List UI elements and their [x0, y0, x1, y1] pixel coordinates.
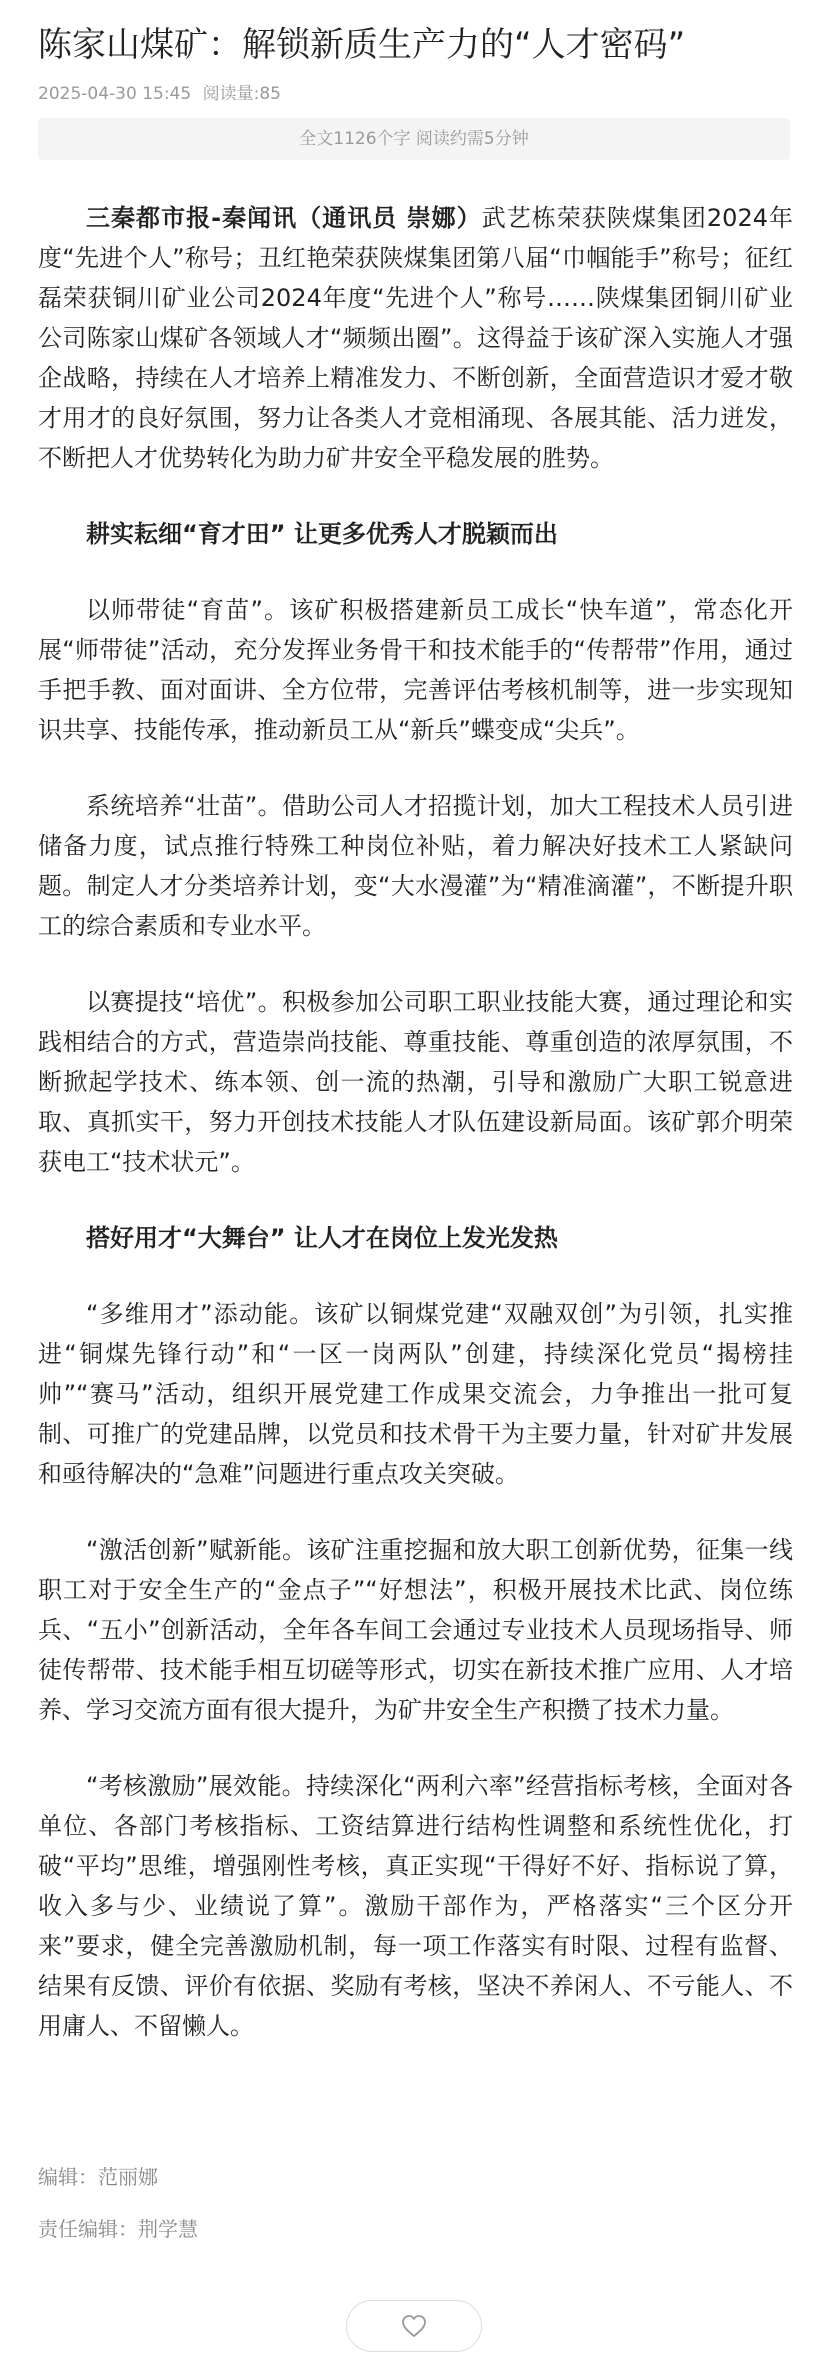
lead-paragraph	[38, 198, 793, 478]
lead-text: 武艺栋荣获陕煤集团2024年度“先进个人”称号；丑红艳荣获陕煤集团第八届“巾帼能手”称号；征红磊荣获铜川矿业公司2024年度“先进个人”称号……陕煤集团铜川矿业公司陈家山煤矿各领域人才“频频出圈”。这得益于该矿深入实施人才强企战略，持续在人才培养上精准发力、不断创新，全面营造识才爱才敬才用才的良好氛围，努力让各类人才竞相涌现、各展其能、活力迸发，不断把人才优势转化为助力矿井安全平稳发展的胜势。	[38, 204, 794, 472]
read-count: 阅读量:85	[202, 84, 281, 104]
paragraph: “多维用才”添动能。该矿以铜煤党建“双融双创”为引领，扎实推进“铜煤先锋行动”和“一区一岗两队”创建，持续深化党员“揭榜挂帅”“赛马”活动，组织开展党建工作成果交流会，力争推出一批可复制、可推广的党建品牌，以党员和技术骨干为主要力量，针对矿井发展和亟待解决的“急难”问题进行重点攻关突破。	[38, 1300, 793, 1488]
paragraph: 以赛提技“培优”。积极参加公司职工职业技能大赛，通过理论和实践相结合的方式，营造崇尚技能、尊重技能、尊重创造的浓厚氛围，不断掀起学技术、练本领、创一流的热潮，引导和激励广大职工锐意进取、真抓实干，努力开创技术技能人才队伍建设新局面。该矿郭介明荣获电工“技术状元”。	[38, 988, 793, 1176]
paragraph: 以师带徒“育苗”。该矿积极搭建新员工成长“快车道”，常态化开展“师带徒”活动，充分发挥业务骨干和技术能手的“传帮带”作用，通过手把手教、面对面讲、全方位带，完善评估考核机制等，进一步实现知识共享、技能传承，推动新员工从“新兵”蝶变成“尖兵”。	[38, 596, 793, 744]
paragraph: “考核激励”展效能。持续深化“两利六率”经营指标考核，全面对各单位、各部门考核指标、工资结算进行结构性调整和系统性优化，打破“平均”思维，增强刚性考核，真正实现“干得好不好、指标说了算，收入多与少、业绩说了算”。激励干部作为，严格落实“三个区分开来”要求，健全完善激励机制，每一项工作落实有时限、过程有监督、结果有反馈、评价有依据、奖励有考核，坚决不养闲人、不亏能人、不用庸人、不留懒人。	[38, 1772, 793, 2040]
editor: 编辑：范丽娜	[38, 2165, 158, 2189]
section-heading: 耕实耘细“育才田” 让更多优秀人才脱颖而出	[86, 520, 558, 548]
reading-info-bar: 全文1126个字 阅读约需5分钟	[38, 118, 790, 160]
section-heading: 搭好用才“大舞台” 让人才在岗位上发光发热	[86, 1224, 558, 1252]
chief-editor: 责任编辑：荆学慧	[38, 2217, 198, 2241]
article-body	[38, 198, 793, 2082]
paragraph: “激活创新”赋新能。该矿注重挖掘和放大职工创新优势，征集一线职工对于安全生产的“金点子”“好想法”，积极开展技术比武、岗位练兵、“五小”创新活动，全年各车间工会通过专业技术人员现场指导、师徒传帮带、技术能手相互切磋等形式，切实在新技术推广应用、人才培养、学习交流方面有很大提升，为矿井安全生产积攒了技术力量。	[38, 1536, 793, 1724]
article-meta	[38, 82, 287, 106]
heart-icon	[401, 2314, 427, 2338]
like-button[interactable]	[346, 2300, 482, 2352]
lead-source: 三秦都市报-秦闻讯（通讯员 崇娜）	[86, 204, 482, 232]
publish-date: 2025-04-30 15:45	[38, 84, 192, 104]
article-title: 陈家山煤矿：解锁新质生产力的“人才密码”	[38, 25, 686, 65]
paragraph: 系统培养“壮苗”。借助公司人才招揽计划，加大工程技术人员引进储备力度，试点推行特殊工种岗位补贴，着力解决好技术工人紧缺问题。制定人才分类培养计划，变“大水漫灌”为“精准滴灌”，不断提升职工的综合素质和专业水平。	[38, 792, 793, 940]
